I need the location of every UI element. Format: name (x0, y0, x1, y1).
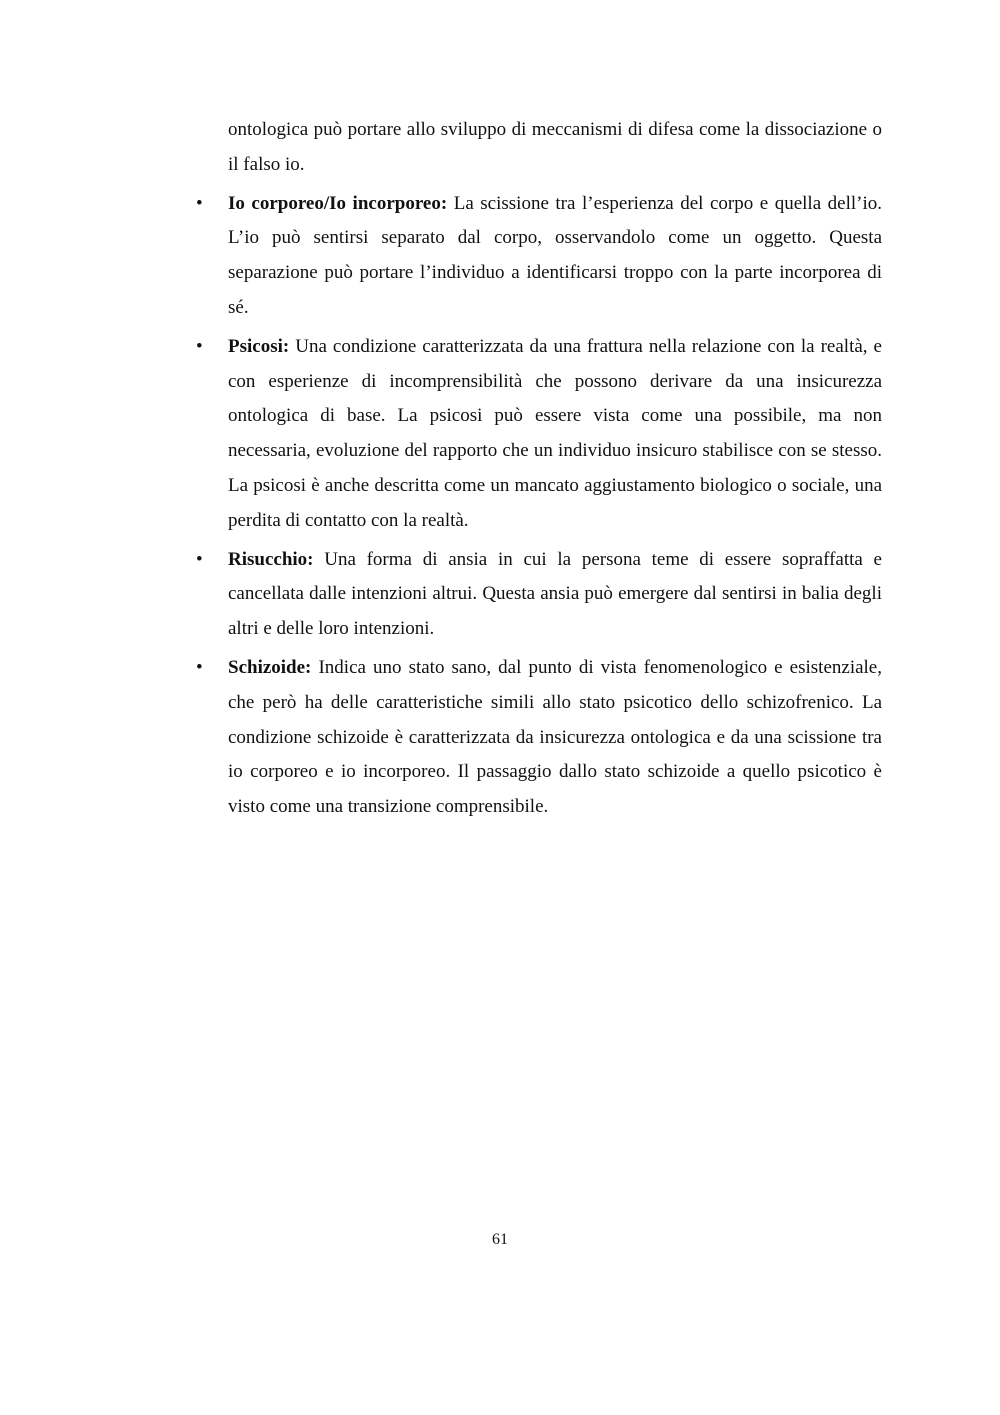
term-label: Risucchio: (228, 548, 314, 570)
list-item-risucchio (196, 543, 882, 647)
term-definition: Una forma di ansia in cui la persona teme di essere sopraffatta e cancellata dalle intenzioni altrui. Questa ansia può emergere dal sentirsi in balia degli altri e delle loro intenzioni. (228, 548, 882, 640)
term-definition: Indica uno stato sano, dal punto di vista fenomenologico e esistenziale, che però ha delle caratteristiche simili allo stato psicotico dello schizofrenico. La condizione schizoide è caratterizzata da insicurezza ontologica e da una scissione tra io corporeo e io incorporeo. Il passaggio dallo stato schizoide a quello psicotico è visto come una transizione comprensibile. (228, 656, 882, 818)
bullet-icon: • (196, 192, 203, 214)
list-item-psicosi (196, 330, 882, 539)
term-definition: Una condizione caratterizzata da una frattura nella relazione con la realtà, e con esperienze di incomprensibilità che possono derivare da una insicurezza ontologica di base. La psicosi può essere vista come una possibile, ma non necessaria, evoluzione del rapporto che un individuo insicuro stabilisce con se stesso. La psicosi è anche descritta come un mancato aggiustamento biologico o sociale, una perdita di contatto con la realtà. (228, 335, 882, 531)
term-label: Psicosi: (228, 335, 290, 357)
bullet-icon: • (196, 335, 203, 357)
page-number: 61 (492, 1231, 508, 1248)
list-item-io-corporeo (196, 187, 882, 326)
continued-paragraph: ontologica può portare allo sviluppo di meccanismi di difesa come la dissociazione o il falso io. (228, 119, 882, 175)
bullet-icon: • (196, 548, 203, 570)
term-definition: La scissione tra l’esperienza del corpo e quella dell’io. L’io può sentirsi separato dal corpo, osservandolo come un oggetto. Questa separazione può portare l’individuo a identificarsi troppo con la parte incorporea di sé. (228, 192, 883, 318)
term-label: Schizoide: (228, 656, 312, 678)
term-label: Io corporeo/Io incorporeo: (228, 192, 448, 214)
list-item-schizoide (196, 651, 882, 825)
bullet-icon: • (196, 656, 203, 678)
page-body (196, 113, 882, 829)
